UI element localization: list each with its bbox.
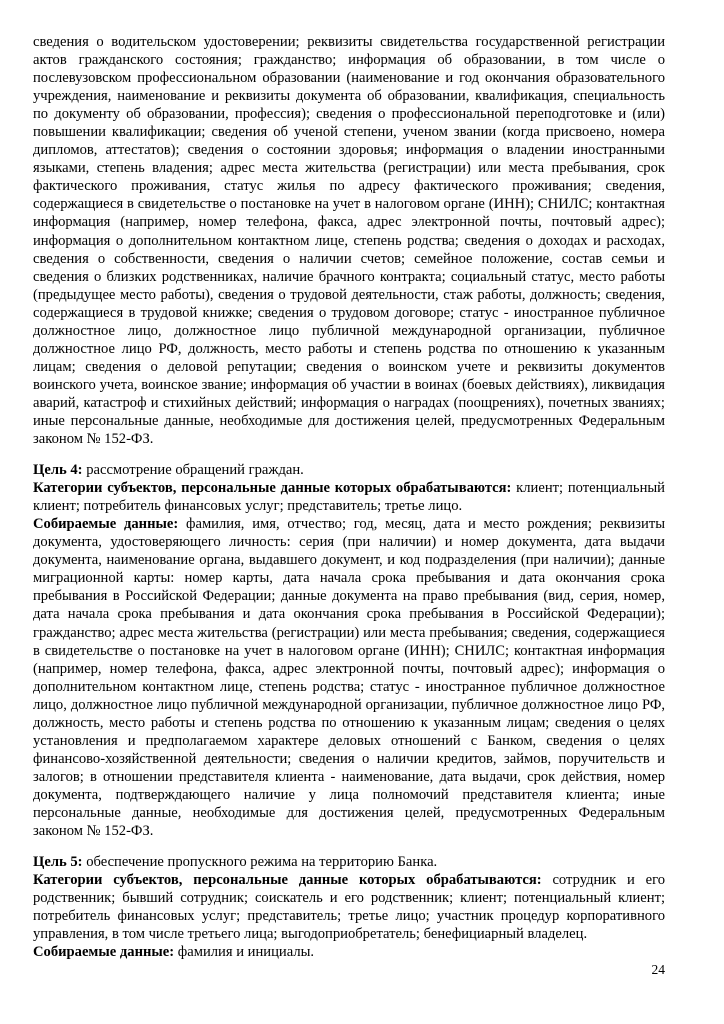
document-body xyxy=(33,33,665,961)
goal-4-title-text: рассмотрение обращений граждан. xyxy=(82,462,304,479)
goal-4-collected-data-label: Собираемые данные: xyxy=(33,516,179,533)
goal-5-collected-data-label: Собираемые данные: xyxy=(33,944,175,961)
paragraph-goal-5-subjects xyxy=(33,871,665,943)
paragraph-goal-5-collected-data xyxy=(33,943,665,961)
paragraph-goal-4-collected-data xyxy=(33,515,665,840)
goal-4-subjects-label: Категории субъектов, персональные данные которых обрабатываются: xyxy=(33,480,512,497)
goal-5-collected-data-text: фамилия и инициалы. xyxy=(174,944,315,961)
goal-5-title-text: обеспечение пропускного режима на территорию Банка. xyxy=(82,854,438,871)
paragraph-goal-4-subjects xyxy=(33,479,665,515)
goal-4-label: Цель 4: xyxy=(33,462,83,479)
goal-4-collected-data-text: фамилия, имя, отчество; год, месяц, дата и место рождения; реквизиты документа, удостоверяющего личность: серия (при наличии) и номер документа, дата выдачи документа, наименование органа, выдавшего документ, и код подразделения (при наличии); данные миграционной карты: номер карты, дата начала срока пребывания и дата окончания срока пребывания в Российской Федерации; данные документа на право пребывания (вид, серия, номер, дата начала срока пребывания и дата окончания срока пребывания в Российской Федерации); гражданство; адрес места жительства (регистрации) или места пребывания; сведения, содержащиеся в свидетельстве о постановке на учет в налоговом органе (ИНН); СНИЛС; контактная информация (например, номер телефона, факса, адрес электронной почты, почтовый адрес); информация о дополнительном контактном лице, степень родства; статус - иностранное публичное должностное лицо, должностное лицо публичной международной организации, публичное должностное лицо РФ, должность, место работы и степень родства по отношению к указанным лицам; сведения о целях установления и предполагаемом характере деловых отношений с Банком, сведения о целях финансово-хозяйственной деятельности; сведения о наличии кредитов, займов, поручительств и залогов; в отношении представителя клиента - наименование, дата выдачи, срок действия, номер документа, подтверждающего наличие у лица полномочий представителя клиента; иные персональные данные, необходимые для достижения целей, предусмотренных Федеральным законом № 152-ФЗ. xyxy=(33,516,666,840)
goal-5-subjects-label: Категории субъектов, персональные данные которых обрабатываются: xyxy=(33,872,542,889)
goal-5-subjects-text: сотрудник и его родственник; бывший сотрудник; соискатель и его родственник; клиент; потенциальный клиент; потребитель финансовых услуг; представитель; третье лицо; участник процедур корпоративного управления, в том числе третьего лица; выгодоприобретатель; бенефициарный владелец. xyxy=(33,872,666,943)
goal-4-subjects-text: клиент; потенциальный клиент; потребитель финансовых услуг; представитель; третье лицо. xyxy=(33,480,665,515)
page-number: 24 xyxy=(651,962,665,977)
paragraph-goal-4-title xyxy=(33,461,665,479)
paragraph-goal-5-title xyxy=(33,853,665,871)
goal-5-label: Цель 5: xyxy=(33,854,83,871)
paragraph-continuation: сведения о водительском удостоверении; реквизиты свидетельства государственной регистрации актов гражданского состояния; гражданство; информация об образовании, в том числе о послевузовском профессиональном образовании (наименование и год окончания образовательного учреждения, наименование и реквизиты документа об образовании, квалификация, специальность по документу об образовании, профессия); сведения о профессиональной переподготовке и (или) повышении квалификации; сведения об ученой степени, ученом звании (когда присвоено, номера дипломов, аттестатов); сведения о состоянии здоровья; информация о владении иностранными языками, степень владения; адрес места жительства (регистрации) или места пребывания, срок фактического проживания, статус жилья по адресу фактического проживания; сведения, содержащиеся в свидетельстве о постановке на учет в налоговом органе (ИНН); СНИЛС; контактная информация (например, номер телефона, факса, адрес электронной почты, почтовый адрес); информация о дополнительном контактном лице, степень родства; сведения о доходах и расходах, сведения о собственности, сведения о наличии счетов; семейное положение, состав семьи и сведения о близких родственниках, наличие брачного контракта; социальный статус, место работы (предыдущее место работы), сведения о трудовой деятельности, стаж работы, должность; сведения, содержащиеся в трудовой книжке; сведения о трудовом договоре; статус - иностранное публичное должностное лицо, должностное лицо публичной международной организации, публичное должностное лицо РФ, должность, место работы и степень родства по отношению к указанным лицам; сведения о деловой репутации; сведения о воинском учете и реквизиты документов воинского учета, воинское звание; информация об участии в воинах (боевых действиях), ликвидация аварий, катастроф и стихийных действий; информация о наградах (поощрениях), почетных званиях; иные персональные данные, необходимые для достижения целей, предусмотренных Федеральным законом № 152-ФЗ. xyxy=(33,34,665,448)
